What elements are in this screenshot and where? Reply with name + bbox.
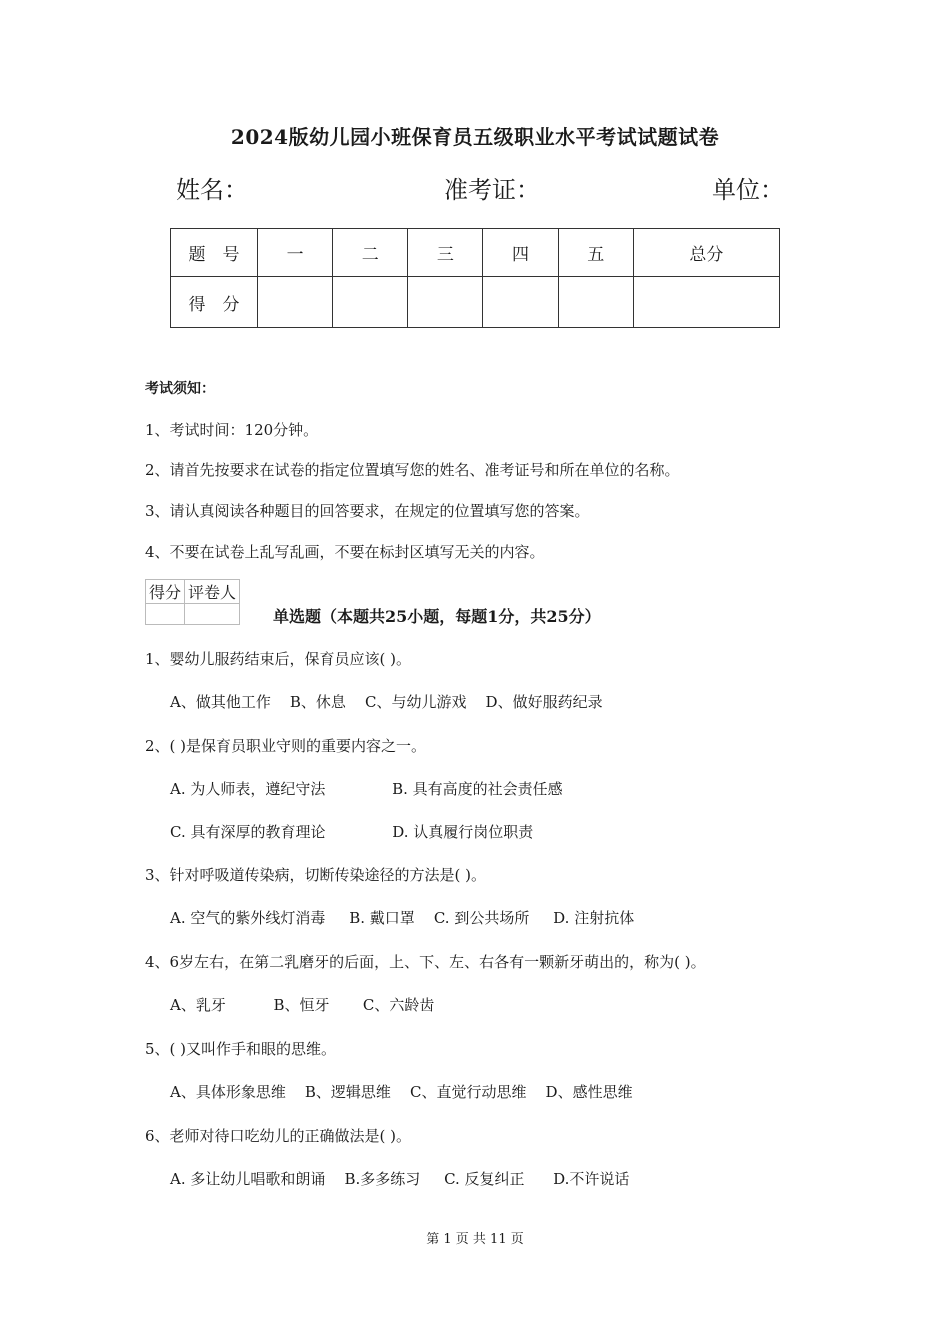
question-4: 4、6岁左右，在第二乳磨牙的后面，上、下、左、右各有一颗新牙萌出的，称为( )。 <box>145 953 706 971</box>
header-cell-2: 二 <box>333 229 408 277</box>
score-table-header-row <box>171 229 780 277</box>
grader-name-cell[interactable] <box>185 604 240 625</box>
question-5: 5、( )又叫作手和眼的思维。 <box>145 1040 337 1058</box>
grader-score-cell[interactable] <box>146 604 185 625</box>
grader-score-label: 得分 <box>146 580 185 604</box>
question-6-options: A. 多让幼儿唱歌和朗诵 B.多多练习 C. 反复纠正 D.不许说话 <box>170 1170 630 1188</box>
question-3-options: A. 空气的紫外线灯消毒 B. 戴口罩 C. 到公共场所 D. 注射抗体 <box>170 909 635 927</box>
exam-id-field-label: 准考证： <box>444 176 540 204</box>
notice-item-4: 4、不要在试卷上乱写乱画，不要在标封区填写无关的内容。 <box>145 543 545 561</box>
question-6: 6、老师对待口吃幼儿的正确做法是( )。 <box>145 1127 412 1145</box>
score-cell-3[interactable] <box>408 277 483 328</box>
grader-box <box>145 579 240 625</box>
score-cell-4[interactable] <box>483 277 558 328</box>
section-title: 单选题（本题共25小题，每题1分，共25分） <box>273 607 601 626</box>
question-1-options: A、做其他工作 B、休息 C、与幼儿游戏 D、做好服药纪录 <box>170 693 603 711</box>
header-cell-4: 四 <box>483 229 558 277</box>
score-cell-1[interactable] <box>258 277 333 328</box>
question-5-options: A、具体形象思维 B、逻辑思维 C、直觉行动思维 D、感性思维 <box>170 1083 633 1101</box>
notice-item-3: 3、请认真阅读各种题目的回答要求，在规定的位置填写您的答案。 <box>145 502 590 520</box>
score-cell-2[interactable] <box>333 277 408 328</box>
score-table-score-row <box>171 277 780 328</box>
notice-heading: 考试须知： <box>145 381 215 397</box>
question-2: 2、( )是保育员职业守则的重要内容之一。 <box>145 737 427 755</box>
score-table <box>170 228 780 328</box>
score-cell-5[interactable] <box>558 277 633 328</box>
header-cell-3: 三 <box>408 229 483 277</box>
question-4-options: A、乳牙 B、恒牙 C、六龄齿 <box>170 996 435 1014</box>
page-footer: 第 1 页 共 11 页 <box>426 1232 524 1247</box>
name-field-label: 姓名： <box>176 176 248 204</box>
header-cell-5: 五 <box>558 229 633 277</box>
notice-item-2: 2、请首先按要求在试卷的指定位置填写您的姓名、准考证号和所在单位的名称。 <box>145 461 680 479</box>
score-cell-total[interactable] <box>633 277 779 328</box>
question-3: 3、针对呼吸道传染病，切断传染途径的方法是( )。 <box>145 866 487 884</box>
unit-field-label: 单位： <box>712 176 784 204</box>
exam-title: 2024版幼儿园小班保育员五级职业水平考试试题试卷 <box>230 125 720 149</box>
score-row-label: 得 分 <box>171 277 258 328</box>
header-cell-total: 总分 <box>633 229 779 277</box>
question-2-options-row-2: C. 具有深厚的教育理论 D. 认真履行岗位职责 <box>170 823 534 841</box>
header-cell-question-number: 题 号 <box>171 229 258 277</box>
question-2-options-row-1: A. 为人师表，遵纪守法 B. 具有高度的社会责任感 <box>170 780 563 798</box>
notice-item-1: 1、考试时间：120分钟。 <box>145 421 319 439</box>
question-1: 1、婴幼儿服药结束后，保育员应该( )。 <box>145 650 412 668</box>
grader-name-label: 评卷人 <box>185 580 240 604</box>
header-cell-1: 一 <box>258 229 333 277</box>
